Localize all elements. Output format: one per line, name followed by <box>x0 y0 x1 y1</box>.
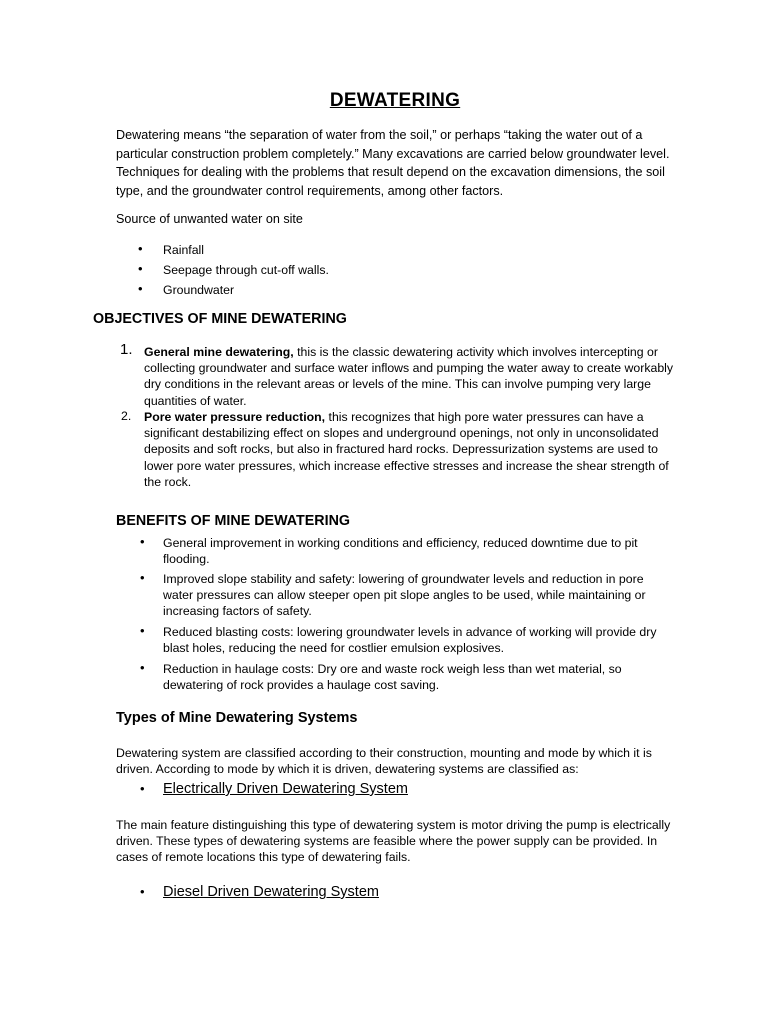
diesel-system-label: Diesel Driven Dewatering System <box>163 884 379 900</box>
objectives-heading: OBJECTIVES OF MINE DEWATERING <box>93 311 347 327</box>
bullet-icon: • <box>138 261 143 276</box>
intro-paragraph: Dewatering means “the separation of water from the soil,” or perhaps “taking the water out of a particular construction problem completely.” Many excavations are carried below groundwater level. Techniques for dealing with the problems that result depend on the excavation dimensions, the soil type, and the groundwater control requirements, among other factors. <box>116 128 670 198</box>
source-item: Rainfall <box>163 243 205 257</box>
bullet-icon: • <box>140 781 145 796</box>
bullet-icon: • <box>140 623 145 638</box>
benefit-item: Reduced blasting costs: lowering groundwater levels in advance of working will provide dry blast holes, reducing the need for costlier emulsion explosives. <box>163 625 657 656</box>
list-number: 1. <box>120 341 133 358</box>
benefit-item: Reduction in haulage costs: Dry ore and waste rock weigh less than wet material, so dewatering of rock provides a haulage cost saving. <box>163 662 622 693</box>
objective-title: Pore water pressure reduction, <box>144 410 326 424</box>
page-title: DEWATERING <box>329 90 461 111</box>
types-heading: Types of Mine Dewatering Systems <box>116 710 358 726</box>
bullet-icon: • <box>140 660 145 675</box>
electric-system-text: The main feature distinguishing this type of dewatering system is motor driving the pump is electrically driven. These types of dewatering systems are feasible where the power supply can be provided. In cases of remote locations this type of dewatering fails. <box>116 818 671 865</box>
electric-system-label: Electrically Driven Dewatering System <box>163 781 408 797</box>
source-item: Groundwater <box>163 283 235 297</box>
objective-text: this is the classic dewatering activity which involves intercepting or collecting groundwater and surface water inflows and pumping the water away to create workably dry conditions in the relevant areas or levels of the mine. This can involve pumping very large quantities of water. <box>144 345 674 408</box>
benefit-item: Improved slope stability and safety: lowering of groundwater levels and reduction in pore water pressures can allow steeper open pit slope angles to be used, while maintaining or increasing factors of safety. <box>163 572 646 619</box>
bullet-icon: • <box>140 884 145 899</box>
bullet-icon: • <box>138 241 143 256</box>
benefits-heading: BENEFITS OF MINE DEWATERING <box>116 513 351 529</box>
objective-item <box>144 409 676 490</box>
bullet-icon: • <box>140 570 145 585</box>
benefit-item: General improvement in working conditions and efficiency, reduced downtime due to pit flooding. <box>163 536 638 567</box>
objective-text: this recognizes that high pore water pressures can have a significant destabilizing effect on slopes and underground openings, not only in unconsolidated deposits and soft rocks, but also in fractured hard rocks. Depressurization systems are used to lower pore water pressures, which increase effective stresses and increase the shear strength of the rock. <box>144 410 669 489</box>
bullet-icon: • <box>140 534 145 549</box>
source-item: Seepage through cut-off walls. <box>163 263 329 277</box>
types-intro: Dewatering system are classified according to their construction, mounting and mode by which it is driven. According to mode by which it is driven, dewatering systems are classified as: <box>116 746 652 777</box>
list-number: 2. <box>121 409 132 423</box>
bullet-icon: • <box>138 281 143 296</box>
objective-item <box>144 344 676 409</box>
objective-title: General mine dewatering, <box>144 345 294 359</box>
sources-label: Source of unwanted water on site <box>116 212 303 226</box>
